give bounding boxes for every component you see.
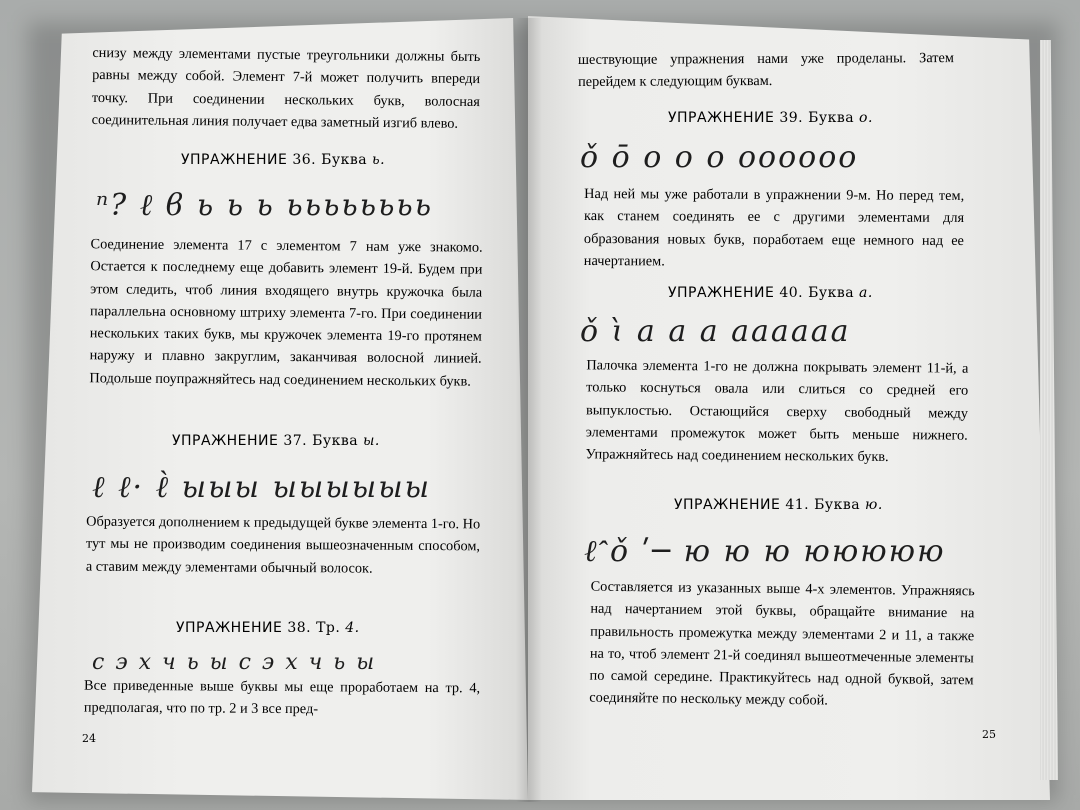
heading-word: УПРАЖНЕНИЕ [668, 285, 775, 301]
right-page-number: 25 [982, 728, 996, 741]
heading-number: 39. [779, 110, 804, 126]
heading-number: 38. [287, 620, 312, 636]
heading-word: УПРАЖНЕНИЕ [176, 620, 283, 636]
left-intro-paragraph: снизу между элементами пустые треугольники должны быть равны между собой. Элемент 7-й может получить впереди точку. При соединении нескольких букв, волосная соединительная линия получает едва заметный изгиб влево. [91, 44, 481, 132]
heading-number: 41. [785, 497, 810, 513]
heading-letter: о. [859, 110, 873, 126]
heading-number: 37. [283, 433, 308, 449]
exercise-39-text: Над ней мы уже работали в упражнении 9-м. Но перед тем, как станем соединять ее с другими элементами для образования новых букв, поработаем еще немного над ее начертанием. [583, 186, 965, 270]
left-page-number: 24 [82, 732, 96, 745]
heading-label: Буква [808, 110, 855, 126]
heading-letter: ю. [865, 497, 883, 513]
heading-letter: 4. [345, 620, 360, 636]
heading-number: 36. [292, 152, 317, 168]
exercise-37-script-sample: ℓ ℓ· ℓ̀ ыыы ыыыыыы [92, 470, 432, 505]
heading-label: Тр. [316, 620, 341, 636]
exercise-40-heading [668, 285, 873, 301]
exercise-40-script-sample: ǒ ɩ̀ а а а аааааа [580, 314, 851, 349]
exercise-41-script-sample: ℓ̂ ǒ ʹ─ ю ю ю ююююю [584, 534, 946, 569]
exercise-38-script-sample: с э х ч ь ы с э х ч ь ы [92, 650, 377, 675]
exercise-41-heading [674, 497, 883, 513]
heading-label: Буква [321, 152, 368, 168]
heading-letter: а. [859, 285, 873, 301]
heading-word: УПРАЖНЕНИЕ [181, 152, 288, 168]
heading-label: Буква [312, 433, 359, 449]
exercise-36-script-sample: ⁿ? ℓ ϐ ь ь ь ьььььььь [96, 188, 434, 223]
heading-number: 40. [779, 285, 804, 301]
exercise-36-heading [181, 152, 385, 168]
exercise-37-text: Образуется дополнением к предыдущей букве элемента 1-го. Но тут мы не производим соединения вышеозначенным способом, а ставим между элементами обычный волосок. [85, 513, 481, 577]
heading-label: Буква [808, 285, 855, 301]
exercise-39-heading [668, 110, 873, 126]
exercise-36-text: Соединение элемента 17 с элементом 7 нам уже знакомо. Остается к последнему еще добавить элемент 19-й. Будем при этом следить, чтоб линия входящего внутрь кружочка была параллельна основному штриху элемента 7-го. При соединении нескольких таких букв, мы кружочек элемента 19-го протянем наружу и плавно закруглим, заканчивая волосной линией. Подольше поупражняйтесь над соединением нескольких букв. [89, 236, 483, 390]
heading-word: УПРАЖНЕНИЕ [674, 497, 781, 513]
exercise-40-text: Палочка элемента 1-го не должна покрывать элемент 11-й, а только коснуться овала или слиться со средней его выпуклостью. Остающийся сверху свободный между элементами промежуток может быть меньше нижнего. Упражняйтесь над соединением нескольких букв. [585, 357, 969, 466]
exercise-37-heading [172, 433, 380, 449]
exercise-38-heading [176, 620, 360, 636]
exercise-41-text: Составляется из указанных выше 4-х элементов. Упражняясь над начертанием этой буквы, обращайте внимание на правильность промежутка между элементами 2 и 11, а также на то, чтоб элемент 21-й соединял вышеотмеченные элементы по самой середине. Практикуйтесь над одной буквой, затем соединяйте по нескольку между собой. [589, 578, 975, 710]
right-intro-paragraph: шествующие упражнения нами уже проделаны. Затем перейдем к следующим буквам. [577, 50, 954, 91]
heading-letter: ь. [372, 152, 386, 168]
heading-word: УПРАЖНЕНИЕ [172, 433, 279, 449]
heading-word: УПРАЖНЕНИЕ [668, 110, 775, 126]
heading-label: Буква [814, 497, 861, 513]
exercise-39-script-sample: ǒ ō о о о оооооо [580, 140, 859, 175]
heading-letter: ы. [363, 433, 380, 449]
book-gutter [516, 18, 542, 802]
exercise-38-text: Все приведенные выше буквы мы еще проработаем на тр. 4, предполагая, что по тр. 2 и 3 все пред- [83, 677, 481, 718]
